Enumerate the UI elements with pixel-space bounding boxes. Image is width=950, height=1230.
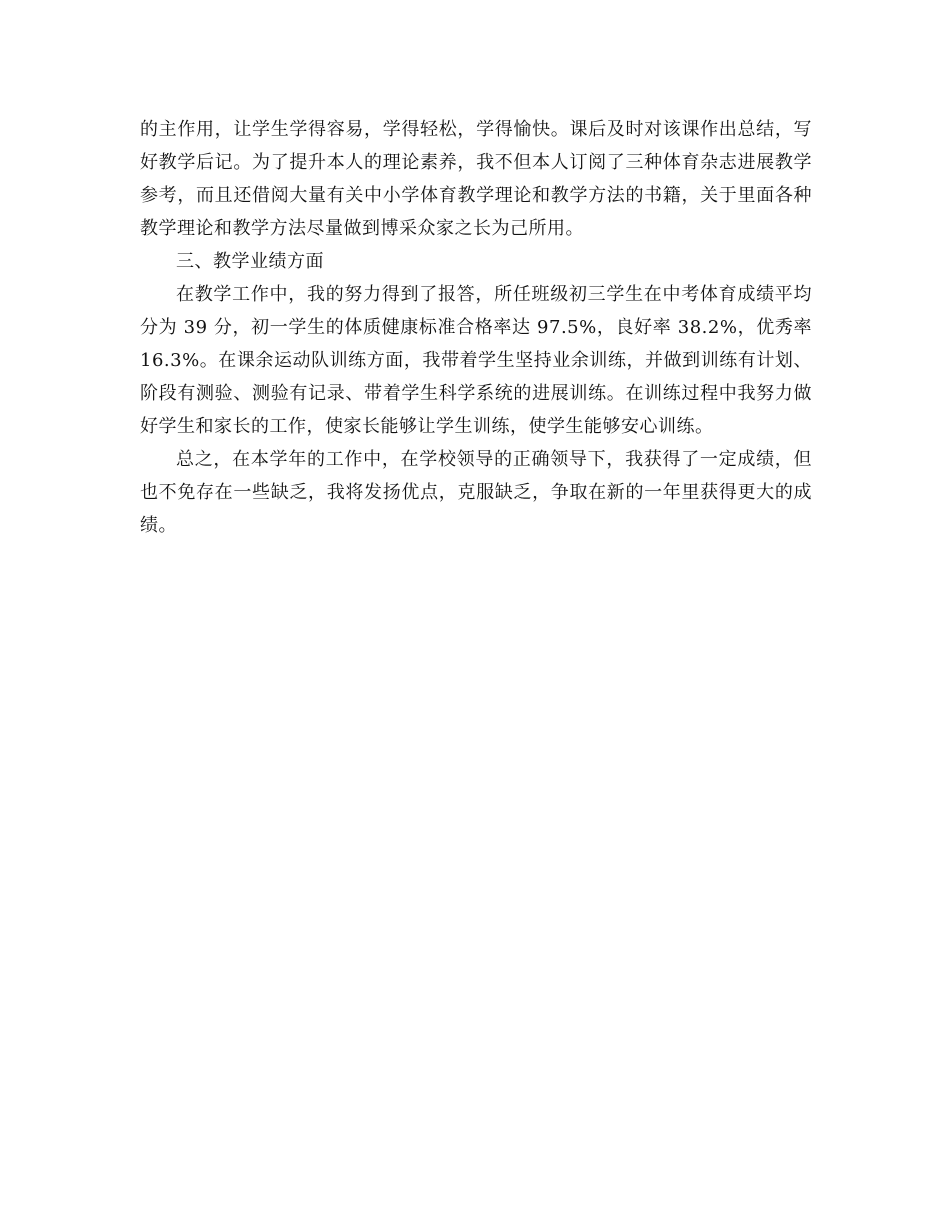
paragraph-line: 教学理论和教学方法尽量做到博采众家之长为己所用。 (140, 218, 584, 239)
paragraph-line: 也不免存在一些缺乏，我将发扬优点，克服缺乏，争取在新的一年里获得更大的成 (140, 482, 812, 503)
paragraph-line: 16.3%。在课余运动队训练方面，我带着学生坚持业余训练，并做到训练有计划、 (140, 350, 812, 371)
paragraph-line: 在教学工作中，我的努力得到了报答，所任班级初三学生在中考体育成绩平均 (176, 284, 812, 305)
paragraph-line: 好学生和家长的工作，使家长能够让学生训练，使学生能够安心训练。 (140, 416, 714, 437)
paragraph-line: 的主作用，让学生学得容易，学得轻松，学得愉快。课后及时对该课作出总结，写 (140, 119, 812, 140)
section-heading: 三、教学业绩方面 (176, 251, 324, 272)
paragraph-line: 参考，而且还借阅大量有关中小学体育教学理论和教学方法的书籍，关于里面各种 (140, 185, 812, 206)
paragraph-line: 绩。 (140, 515, 177, 536)
paragraph-line: 阶段有测验、测验有记录、带着学生科学系统的进展训练。在训练过程中我努力做 (140, 383, 812, 404)
document-body (140, 113, 812, 542)
paragraph-line: 分为 39 分，初一学生的体质健康标准合格率达 97.5%，良好率 38.2%，优秀率 (140, 317, 812, 338)
paragraph-line: 好教学后记。为了提升本人的理论素养，我不但本人订阅了三种体育杂志进展教学 (140, 152, 812, 173)
paragraph-line: 总之，在本学年的工作中，在学校领导的正确领导下，我获得了一定成绩，但 (176, 449, 812, 470)
